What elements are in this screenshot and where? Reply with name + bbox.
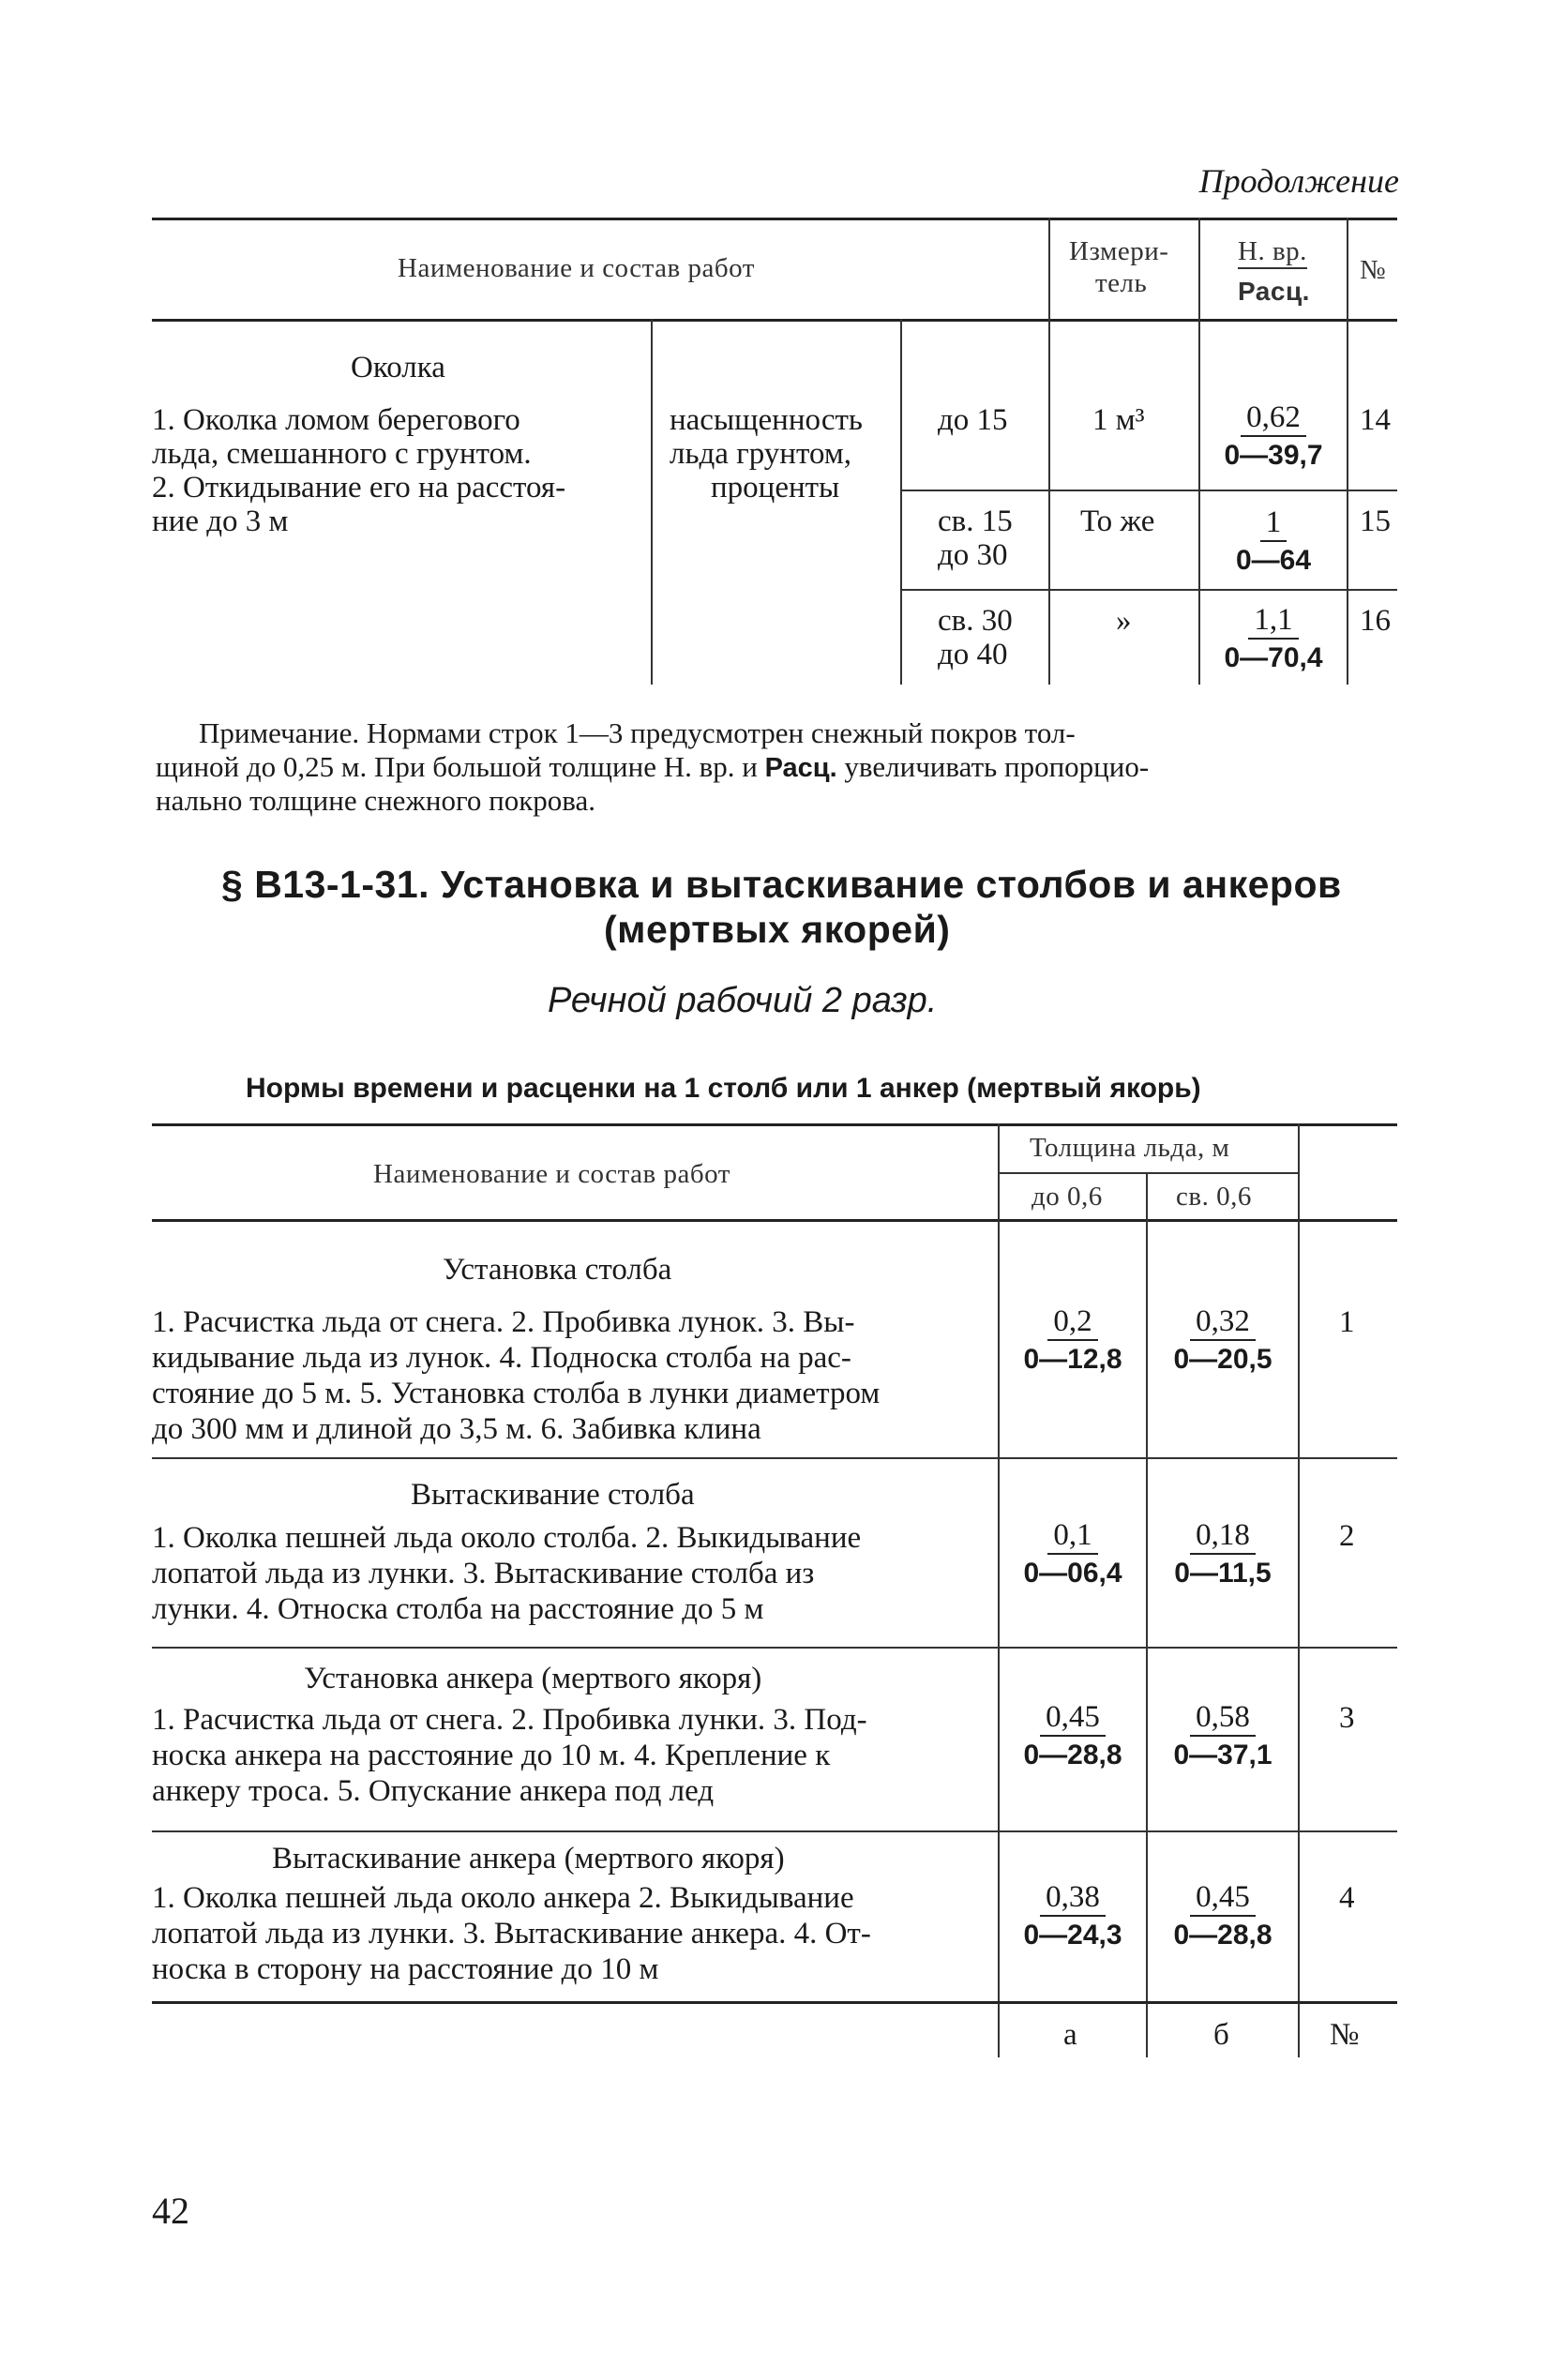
note-bold: Расц. <box>764 753 837 783</box>
t1-row-unit: » <box>1116 604 1132 638</box>
t1-row-rate: 0—70,4 <box>1224 642 1323 673</box>
t1-header-norm-bottom: Расц. <box>1238 277 1310 306</box>
t1-row-norm <box>1202 602 1345 676</box>
row-num: 3 <box>1339 1701 1355 1735</box>
section-title-2: (мертвых якорей) <box>604 908 951 951</box>
footer-col-num: № <box>1330 2018 1360 2052</box>
worker-grade: Речной рабочий 2 разр. <box>548 981 938 1020</box>
cell-a <box>1001 1303 1144 1378</box>
note-text: увеличивать пропорцио- <box>836 750 1150 783</box>
row-title: Вытаскивание столба <box>411 1478 695 1512</box>
t1-desc-line: льда, смешанного с грунтом. <box>152 437 532 471</box>
cell-rate: 0—11,5 <box>1174 1558 1272 1589</box>
cell-time: 0,18 <box>1190 1517 1256 1555</box>
row-desc-line: носка в сторону на расстояние до 10 м <box>152 1952 659 1986</box>
t1-row-num: 15 <box>1360 505 1391 538</box>
cell-b <box>1150 1303 1296 1378</box>
row-desc-line: 1. Расчистка льда от снега. 2. Пробивка лунки. 3. Под- <box>152 1703 867 1737</box>
row-desc-line: кидывание льда из лунок. 4. Подноска столба на рас- <box>152 1341 851 1375</box>
section-title: § В13-1-31. Установка и вытаскивание столбов и анкеров <box>221 863 1342 906</box>
cell-rate: 0—12,8 <box>1023 1344 1122 1375</box>
t1-row-unit: 1 м³ <box>1092 403 1145 437</box>
row-desc-line: 1. Расчистка льда от снега. 2. Пробивка лунок. 3. Вы- <box>152 1305 855 1339</box>
t1-desc-line: 1. Околка ломом берегового <box>152 403 520 437</box>
cell-a <box>1001 1517 1144 1591</box>
t1-header-unit-2: тель <box>1095 268 1148 298</box>
cell-rate: 0—37,1 <box>1173 1740 1272 1770</box>
cell-time: 0,58 <box>1190 1699 1256 1737</box>
t1-row-time: 1 <box>1260 505 1287 542</box>
row-desc-line: лунки. 4. Относка столба на расстояние до 5 м <box>152 1592 764 1626</box>
row-title: Установка столба <box>443 1253 672 1287</box>
row-num: 2 <box>1339 1519 1355 1553</box>
continuation-label: Продолжение <box>1198 162 1399 200</box>
t1-row-time: 0,62 <box>1241 399 1306 437</box>
t1-row-range: св. 15 <box>938 505 1013 538</box>
t2-header-col-a: до 0,6 <box>1031 1182 1103 1212</box>
t2-header-name: Наименование и состав работ <box>373 1159 730 1189</box>
t1-row-norm <box>1202 505 1345 579</box>
cell-b <box>1150 1517 1296 1591</box>
t1-desc-line: 2. Откидывание его на расстоя- <box>152 471 566 505</box>
t1-header-norm-top: Н. вр. <box>1238 236 1307 269</box>
cell-time: 0,1 <box>1047 1517 1097 1555</box>
row-desc-line: до 300 мм и длиной до 3,5 м. 6. Забивка клина <box>152 1412 761 1446</box>
t1-row-rate: 0—39,7 <box>1224 440 1323 471</box>
t1-row-rate: 0—64 <box>1235 545 1312 576</box>
row-num: 1 <box>1339 1305 1355 1339</box>
t1-header-num: № <box>1360 255 1387 285</box>
cell-rate: 0—20,5 <box>1173 1344 1272 1375</box>
t1-row-range: до 15 <box>938 403 1008 437</box>
t1-row-num: 16 <box>1360 604 1391 638</box>
cell-a <box>1001 1879 1144 1953</box>
note-line: Примечание. Нормами строк 1—3 предусмотрен снежный покров тол- <box>199 716 1076 749</box>
cell-a <box>1001 1699 1144 1773</box>
cell-time: 0,38 <box>1040 1879 1106 1917</box>
row-desc-line: лопатой льда из лунки. 3. Вытаскивание анкера. 4. От- <box>152 1917 871 1951</box>
footer-col-a: а <box>1063 2018 1077 2052</box>
page-number: 42 <box>152 2190 189 2232</box>
row-desc-line: лопатой льда из лунки. 3. Вытаскивание столба из <box>152 1557 815 1590</box>
row-desc-line: 1. Околка пешней льда около столба. 2. Выкидывание <box>152 1521 862 1555</box>
t1-section-title: Околка <box>351 351 445 384</box>
note-line <box>156 750 1149 784</box>
t1-row-range-2: до 40 <box>938 638 1008 671</box>
cell-time: 0,45 <box>1040 1699 1106 1737</box>
t1-header-unit-1: Измери- <box>1069 236 1169 266</box>
cell-rate: 0—06,4 <box>1023 1558 1122 1589</box>
cell-time: 0,45 <box>1190 1879 1256 1917</box>
t2-header-thickness: Толщина льда, м <box>1030 1133 1230 1163</box>
cell-rate: 0—28,8 <box>1173 1920 1272 1951</box>
cell-time: 0,2 <box>1047 1303 1097 1341</box>
t1-row-unit: То же <box>1080 505 1155 538</box>
t1-row-range: св. 30 <box>938 604 1013 638</box>
row-title: Установка анкера (мертвого якоря) <box>304 1662 762 1695</box>
t1-row-norm <box>1202 399 1345 474</box>
t1-header-name: Наименование и состав работ <box>398 253 755 283</box>
t1-param-line: льда грунтом, <box>670 437 851 471</box>
t2-header-col-b: св. 0,6 <box>1176 1182 1252 1212</box>
t1-param-line: проценты <box>711 471 840 505</box>
row-desc-line: стояние до 5 м. 5. Установка столба в лунки диаметром <box>152 1377 881 1410</box>
row-num: 4 <box>1339 1881 1355 1915</box>
t1-desc-line: ние до 3 м <box>152 505 289 538</box>
t1-row-time: 1,1 <box>1248 602 1298 640</box>
t1-param-line: насыщенность <box>670 403 863 437</box>
cell-b <box>1150 1699 1296 1773</box>
cell-time: 0,32 <box>1190 1303 1256 1341</box>
note-text: щиной до 0,25 м. При большой толщине Н. вр. и <box>156 750 765 783</box>
table-caption: Нормы времени и расценки на 1 столб или 1 анкер (мертвый якорь) <box>246 1073 1201 1104</box>
t1-row-num: 14 <box>1360 403 1391 437</box>
row-desc-line: 1. Околка пешней льда около анкера 2. Выкидывание <box>152 1881 854 1915</box>
footer-col-b: б <box>1213 2018 1229 2052</box>
cell-rate: 0—24,3 <box>1023 1920 1122 1951</box>
row-title: Вытаскивание анкера (мертвого якоря) <box>272 1842 785 1875</box>
cell-b <box>1150 1879 1296 1953</box>
note-line: нально толщине снежного покрова. <box>156 784 596 817</box>
t1-row-range-2: до 30 <box>938 538 1008 572</box>
cell-rate: 0—28,8 <box>1023 1740 1122 1770</box>
row-desc-line: носка анкера на расстояние до 10 м. 4. Крепление к <box>152 1739 831 1772</box>
row-desc-line: анкеру троса. 5. Опускание анкера под лед <box>152 1774 715 1808</box>
